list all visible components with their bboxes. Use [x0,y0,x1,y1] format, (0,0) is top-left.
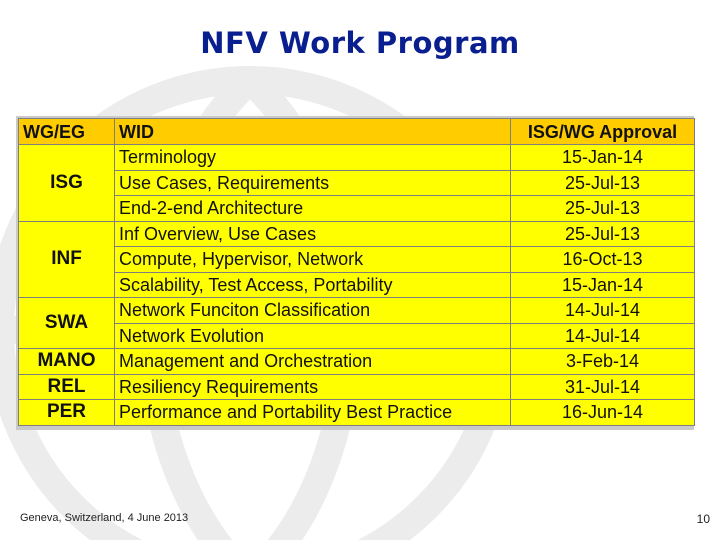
wid-cell: Inf Overview, Use Cases [115,221,511,247]
work-program-table-container [16,116,694,430]
wid-cell: Performance and Portability Best Practice [115,400,511,426]
group-cell: ISG [19,145,115,222]
wid-cell: Use Cases, Requirements [115,170,511,196]
table-row [19,170,695,196]
approval-date-cell: 14-Jul-14 [511,298,695,324]
header-approval: ISG/WG Approval [511,119,695,145]
wid-cell: Management and Orchestration [115,349,511,375]
work-program-table [18,118,695,426]
approval-date-cell: 25-Jul-13 [511,196,695,222]
table-row [19,221,695,247]
approval-date-cell: 25-Jul-13 [511,170,695,196]
wid-cell: Network Evolution [115,323,511,349]
table-row [19,374,695,400]
table-row [19,400,695,426]
header-wg-eg: WG/EG [19,119,115,145]
table-body [19,145,695,426]
wid-cell: Compute, Hypervisor, Network [115,247,511,273]
group-cell: REL [19,374,115,400]
approval-date-cell: 25-Jul-13 [511,221,695,247]
page-number: 10 [696,512,710,526]
approval-date-cell: 14-Jul-14 [511,323,695,349]
wid-cell: Terminology [115,145,511,171]
table-row [19,298,695,324]
approval-date-cell: 3-Feb-14 [511,349,695,375]
approval-date-cell: 15-Jan-14 [511,145,695,171]
wid-cell: Scalability, Test Access, Portability [115,272,511,298]
group-cell: MANO [19,349,115,375]
footer-location-date: Geneva, Switzerland, 4 June 2013 [20,512,189,524]
header-wid: WID [115,119,511,145]
table-row [19,145,695,171]
wid-cell: Resiliency Requirements [115,374,511,400]
table-row [19,323,695,349]
group-cell: PER [19,400,115,426]
slide-title: NFV Work Program [200,26,520,60]
approval-date-cell: 15-Jan-14 [511,272,695,298]
approval-date-cell: 16-Jun-14 [511,400,695,426]
wid-cell: End-2-end Architecture [115,196,511,222]
table-row [19,247,695,273]
group-cell: SWA [19,298,115,349]
wid-cell: Network Funciton Classification [115,298,511,324]
table-row [19,196,695,222]
table-row [19,349,695,375]
approval-date-cell: 16-Oct-13 [511,247,695,273]
group-cell: INF [19,221,115,298]
approval-date-cell: 31-Jul-14 [511,374,695,400]
table-header-row [19,119,695,145]
table-row [19,272,695,298]
